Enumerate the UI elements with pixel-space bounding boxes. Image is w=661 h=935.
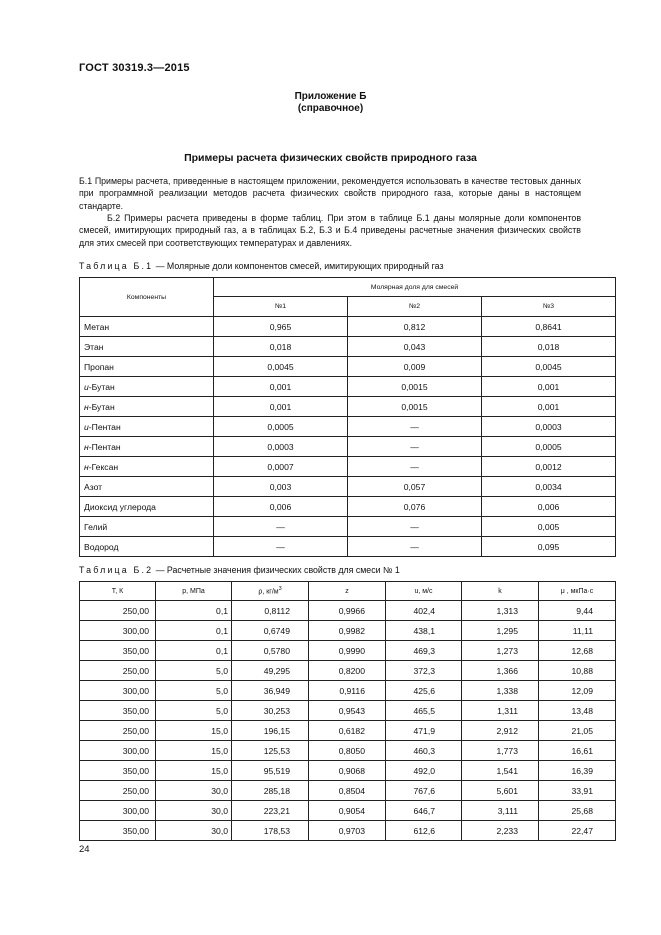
molar-fraction-cell: 0,006 [214, 497, 348, 517]
property-value-cell: 2,912 [462, 721, 539, 741]
table-row [80, 337, 616, 357]
molar-fraction-cell: 0,0012 [482, 457, 616, 477]
table-row [80, 701, 616, 721]
property-value-cell: 1,773 [462, 741, 539, 761]
table1-header-mix: №2 [348, 297, 482, 317]
property-value-cell: 250,00 [80, 781, 156, 801]
component-label: Диоксид углерода [84, 501, 156, 512]
component-label: Азот [84, 481, 103, 492]
property-value-cell: 125,53 [232, 741, 309, 761]
section-heading: Примеры расчета физических свойств природного газа [184, 152, 477, 164]
paragraph-b2: Б.2 Примеры расчета приведены в форме таблиц. При этом в таблице Б.1 даны молярные доли компонентов смесей, имитирующих природный газ, а в таблицах Б.2, Б.3 и Б.4 приведены расчетные значения физических свойств для этих смесей при соответствующих температурах и давлениях. [79, 213, 581, 248]
property-value-cell: 250,00 [80, 661, 156, 681]
component-label: -Пентан [88, 421, 121, 432]
molar-fraction-cell: 0,0005 [482, 437, 616, 457]
table-row [80, 601, 616, 621]
component-prefix: и [84, 381, 89, 392]
component-name [80, 477, 214, 497]
property-value-cell: 0,9543 [309, 701, 386, 721]
property-value-cell: 223,21 [232, 801, 309, 821]
component-name [80, 517, 214, 537]
molar-fraction-cell: 0,0003 [214, 437, 348, 457]
component-name [80, 437, 214, 457]
molar-fraction-cell: 0,009 [348, 357, 482, 377]
property-value-cell: 10,88 [539, 661, 616, 681]
molar-fraction-cell: 0,001 [482, 397, 616, 417]
table-row [80, 457, 616, 477]
table2-header-compressibility: z [309, 582, 386, 601]
property-value-cell: 372,3 [386, 661, 462, 681]
component-prefix: н [84, 461, 89, 472]
property-value-cell: 16,61 [539, 741, 616, 761]
table2-header-pressure: р, МПа [156, 582, 232, 601]
component-name [80, 337, 214, 357]
molar-fraction-cell: 0,0007 [214, 457, 348, 477]
property-value-cell: 1,313 [462, 601, 539, 621]
table2-header-sound-speed: u, м/с [386, 582, 462, 601]
table2-header-isentropic: k [462, 582, 539, 601]
molar-fraction-cell: 0,0015 [348, 377, 482, 397]
table-row [80, 761, 616, 781]
table-row [80, 661, 616, 681]
property-value-cell: 9,44 [539, 601, 616, 621]
component-label: -Бутан [88, 401, 115, 412]
property-value-cell: 11,11 [539, 621, 616, 641]
table-row [80, 781, 616, 801]
table-row [80, 517, 616, 537]
component-name [80, 457, 214, 477]
molar-fraction-cell: 0,0045 [482, 357, 616, 377]
property-value-cell: 5,0 [156, 681, 232, 701]
molar-fraction-cell: — [348, 537, 482, 557]
property-value-cell: 3,111 [462, 801, 539, 821]
property-value-cell: 15,0 [156, 761, 232, 781]
component-label: -Гексан [88, 461, 119, 472]
molar-fraction-cell: 0,0034 [482, 477, 616, 497]
molar-fraction-cell: 0,001 [214, 397, 348, 417]
property-value-cell: 15,0 [156, 721, 232, 741]
property-value-cell: 0,1 [156, 641, 232, 661]
molar-fraction-cell: 0,003 [214, 477, 348, 497]
table-row [80, 721, 616, 741]
molar-fraction-cell: 0,018 [214, 337, 348, 357]
property-value-cell: 438,1 [386, 621, 462, 641]
table2-header-temperature: Т, К [80, 582, 156, 601]
property-value-cell: 0,6182 [309, 721, 386, 741]
property-value-cell: 300,00 [80, 621, 156, 641]
component-name [80, 317, 214, 337]
property-value-cell: 12,68 [539, 641, 616, 661]
table-row [80, 821, 616, 841]
property-value-cell: 350,00 [80, 821, 156, 841]
molar-fraction-cell: 0,0003 [482, 417, 616, 437]
property-value-cell: 5,0 [156, 661, 232, 681]
property-value-cell: 25,68 [539, 801, 616, 821]
property-value-cell: 465,5 [386, 701, 462, 721]
property-value-cell: 646,7 [386, 801, 462, 821]
table2-header-density-label: ρ, кг/м [258, 588, 279, 596]
page-number: 24 [79, 844, 90, 855]
property-value-cell: 13,48 [539, 701, 616, 721]
property-value-cell: 767,6 [386, 781, 462, 801]
component-prefix: н [84, 401, 89, 412]
molar-fraction-cell: 0,057 [348, 477, 482, 497]
table-molar-fractions [79, 277, 616, 557]
property-value-cell: 5,0 [156, 701, 232, 721]
property-value-cell: 425,6 [386, 681, 462, 701]
property-value-cell: 21,05 [539, 721, 616, 741]
table-row [80, 741, 616, 761]
property-value-cell: 30,0 [156, 821, 232, 841]
molar-fraction-cell: — [348, 417, 482, 437]
table1-header-mix: №3 [482, 297, 616, 317]
property-value-cell: 178,53 [232, 821, 309, 841]
property-value-cell: 300,00 [80, 801, 156, 821]
component-name [80, 497, 214, 517]
property-value-cell: 250,00 [80, 601, 156, 621]
component-label: -Пентан [88, 441, 121, 452]
table-row [80, 437, 616, 457]
property-value-cell: 0,1 [156, 601, 232, 621]
property-value-cell: 1,273 [462, 641, 539, 661]
table1-header-group: Молярная доля для смесей [214, 278, 616, 297]
property-value-cell: 1,311 [462, 701, 539, 721]
component-name [80, 357, 214, 377]
molar-fraction-cell: 0,043 [348, 337, 482, 357]
property-value-cell: 1,338 [462, 681, 539, 701]
table2-header-density-sup: 3 [278, 586, 282, 593]
component-name [80, 417, 214, 437]
table-row [80, 357, 616, 377]
property-value-cell: 0,5780 [232, 641, 309, 661]
table-row [80, 397, 616, 417]
table2-caption [79, 565, 400, 575]
property-value-cell: 0,8112 [232, 601, 309, 621]
table2-caption-label: Таблица Б.2 [79, 565, 154, 575]
property-value-cell: 30,0 [156, 781, 232, 801]
property-value-cell: 0,9054 [309, 801, 386, 821]
property-value-cell: 30,0 [156, 801, 232, 821]
molar-fraction-cell: 0,076 [348, 497, 482, 517]
property-value-cell: 0,1 [156, 621, 232, 641]
table2-caption-text: — Расчетные значения физических свойств для смеси № 1 [153, 565, 400, 575]
property-value-cell: 33,91 [539, 781, 616, 801]
molar-fraction-cell: — [214, 537, 348, 557]
molar-fraction-cell: 0,001 [214, 377, 348, 397]
property-value-cell: 0,9116 [309, 681, 386, 701]
property-value-cell: 402,4 [386, 601, 462, 621]
property-value-cell: 471,9 [386, 721, 462, 741]
property-value-cell: 15,0 [156, 741, 232, 761]
table-row [80, 641, 616, 661]
table-row [80, 621, 616, 641]
component-name [80, 537, 214, 557]
property-value-cell: 350,00 [80, 701, 156, 721]
table-row [80, 801, 616, 821]
property-value-cell: 492,0 [386, 761, 462, 781]
property-value-cell: 469,3 [386, 641, 462, 661]
molar-fraction-cell: 0,006 [482, 497, 616, 517]
property-value-cell: 0,8050 [309, 741, 386, 761]
table2-header-density [232, 582, 309, 601]
table-row [80, 417, 616, 437]
component-label: Этан [84, 341, 104, 352]
paragraph-b1: Б.1 Примеры расчета, приведенные в настоящем приложении, рекомендуется использовать в качестве тестовых данных при программной реализации методов расчета физических свойств природного газа, которые даны в настоящем стандарте. [79, 176, 581, 211]
annex-title: Приложение Б [294, 91, 367, 102]
property-value-cell: 350,00 [80, 641, 156, 661]
molar-fraction-cell: 0,0045 [214, 357, 348, 377]
table1-header-components: Компоненты [80, 278, 214, 317]
property-value-cell: 300,00 [80, 681, 156, 701]
table2-header-viscosity: μ , мкПа·с [539, 582, 616, 601]
standard-number: ГОСТ 30319.3—2015 [79, 62, 190, 74]
property-value-cell: 0,9982 [309, 621, 386, 641]
component-prefix: н [84, 441, 89, 452]
property-value-cell: 300,00 [80, 741, 156, 761]
component-label: Водород [84, 541, 119, 552]
property-value-cell: 0,8504 [309, 781, 386, 801]
property-value-cell: 0,9966 [309, 601, 386, 621]
table-row [80, 317, 616, 337]
molar-fraction-cell: 0,8641 [482, 317, 616, 337]
molar-fraction-cell: — [348, 457, 482, 477]
property-value-cell: 196,15 [232, 721, 309, 741]
table1-caption [79, 261, 444, 271]
property-value-cell: 0,9990 [309, 641, 386, 661]
property-value-cell: 0,9068 [309, 761, 386, 781]
property-value-cell: 0,6749 [232, 621, 309, 641]
property-value-cell: 460,3 [386, 741, 462, 761]
property-value-cell: 49,295 [232, 661, 309, 681]
molar-fraction-cell: 0,018 [482, 337, 616, 357]
property-value-cell: 5,601 [462, 781, 539, 801]
property-value-cell: 1,295 [462, 621, 539, 641]
table1-caption-text: — Молярные доли компонентов смесей, имитирующих природный газ [153, 261, 444, 271]
property-value-cell: 0,8200 [309, 661, 386, 681]
molar-fraction-cell: 0,0015 [348, 397, 482, 417]
table-row [80, 377, 616, 397]
component-prefix: и [84, 421, 89, 432]
property-value-cell: 1,541 [462, 761, 539, 781]
table1-caption-label: Таблица Б.1 [79, 261, 154, 271]
annex-subtitle: (справочное) [297, 103, 364, 114]
table1-header-mix: №1 [214, 297, 348, 317]
property-value-cell: 612,6 [386, 821, 462, 841]
property-value-cell: 22,47 [539, 821, 616, 841]
component-label: -Бутан [88, 381, 115, 392]
component-label: Пропан [84, 361, 114, 372]
molar-fraction-cell: — [348, 437, 482, 457]
molar-fraction-cell: — [348, 517, 482, 537]
table-row [80, 497, 616, 517]
molar-fraction-cell: 0,0005 [214, 417, 348, 437]
property-value-cell: 350,00 [80, 761, 156, 781]
component-label: Гелий [84, 521, 108, 532]
property-value-cell: 12,09 [539, 681, 616, 701]
table-physical-properties [79, 581, 616, 841]
property-value-cell: 16,39 [539, 761, 616, 781]
property-value-cell: 30,253 [232, 701, 309, 721]
property-value-cell: 2,233 [462, 821, 539, 841]
molar-fraction-cell: 0,005 [482, 517, 616, 537]
molar-fraction-cell: 0,965 [214, 317, 348, 337]
molar-fraction-cell: — [214, 517, 348, 537]
component-label: Метан [84, 321, 110, 332]
molar-fraction-cell: 0,095 [482, 537, 616, 557]
property-value-cell: 95,519 [232, 761, 309, 781]
table-row [80, 681, 616, 701]
property-value-cell: 1,366 [462, 661, 539, 681]
component-name [80, 377, 214, 397]
property-value-cell: 36,949 [232, 681, 309, 701]
property-value-cell: 250,00 [80, 721, 156, 741]
table-row [80, 477, 616, 497]
property-value-cell: 285,18 [232, 781, 309, 801]
property-value-cell: 0,9703 [309, 821, 386, 841]
table-row [80, 537, 616, 557]
component-name [80, 397, 214, 417]
molar-fraction-cell: 0,812 [348, 317, 482, 337]
molar-fraction-cell: 0,001 [482, 377, 616, 397]
